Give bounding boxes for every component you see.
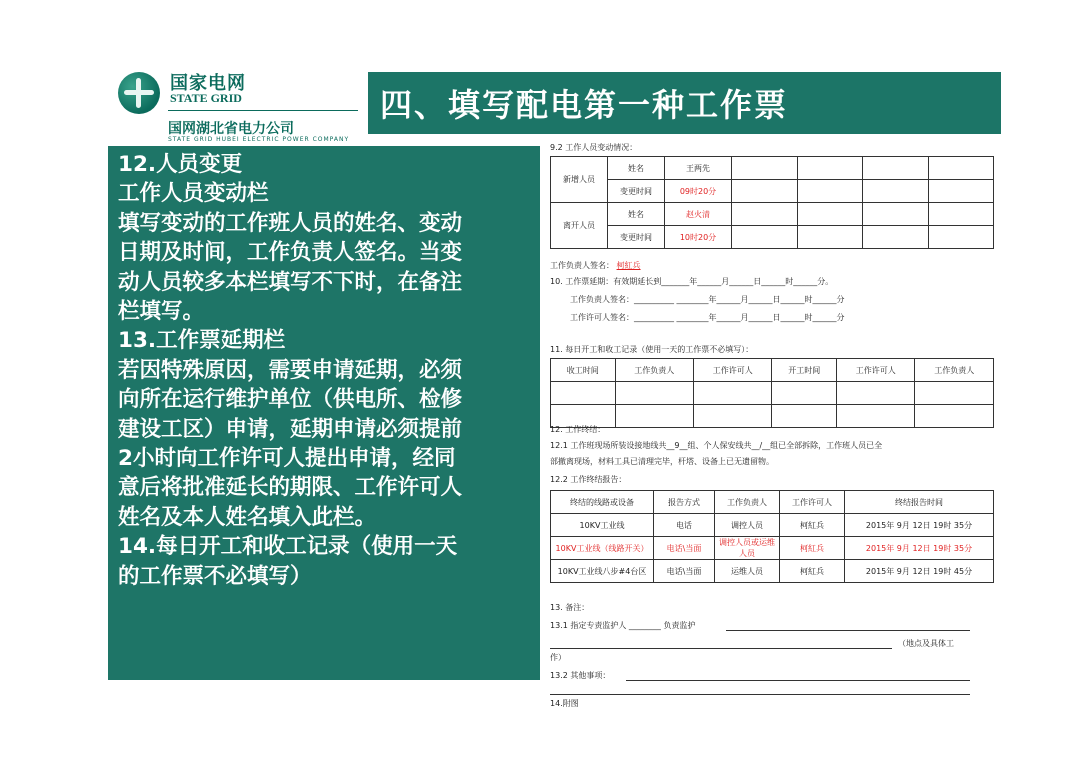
daily-header: 工作许可人: [694, 359, 772, 382]
leader-sign: 工作负责人签名： 柯紅兵: [550, 261, 641, 270]
left-time: 10时20分: [665, 226, 732, 249]
section-13-2: 13.2 其他事项：: [550, 671, 611, 680]
logo-company-en: STATE GRID HUBEI ELECTRIC POWER COMPANY: [168, 136, 350, 143]
end-time: 2015年 9月 12日 19时 45分: [845, 560, 994, 583]
end-leader: 运维人员: [715, 560, 780, 583]
explanation-line: 13.工作票延期栏: [118, 328, 286, 354]
section-13-1-b: （地点及具体工: [898, 639, 954, 648]
logo-name-en: STATE GRID: [170, 91, 242, 105]
end-row: [551, 537, 994, 560]
slide-title: 四、填写配电第一种工作票: [380, 86, 789, 124]
end-permit: 柯紅兵: [780, 514, 845, 537]
explanation-line: 填写变动的工作班人员的姓名、变动 日期及时间，工作负责人签名。当变 动人员较多本栏填写不下时，在备注 栏填写。: [118, 210, 463, 325]
section-12-2: 12.2 工作终结报告：: [550, 475, 627, 484]
logo-company-cn: 国网湖北省电力公司: [168, 121, 294, 137]
section-13: 13. 备注：: [550, 603, 590, 612]
fill-line: [626, 680, 970, 681]
end-leader: 调控人员或运维人员: [715, 537, 780, 560]
end-header: 终结报告时间: [845, 491, 994, 514]
explanation-line: 12.人员变更: [118, 152, 243, 177]
end-row: [551, 560, 994, 583]
slide-title-bar: [368, 72, 1001, 134]
state-grid-emblem-icon: [118, 72, 160, 114]
staff-change-table: [550, 156, 994, 249]
fill-line: [726, 630, 970, 631]
end-row: [551, 514, 994, 537]
end-leader: 调控人员: [715, 514, 780, 537]
section-12: 12. 工作终结：: [550, 425, 606, 434]
end-header: 报告方式: [654, 491, 715, 514]
end-permit: 柯紅兵: [780, 537, 845, 560]
leader-sign-label: 工作负责人签名: [550, 261, 606, 270]
section-10-leader: 工作负责人签名：__________ ________年______月______日______时______分: [570, 295, 845, 304]
end-device: 10KV工业线（线路开关）: [551, 537, 654, 560]
section-9-2: 9.2 工作人员变动情况：: [550, 143, 638, 152]
daily-header: 工作负责人: [615, 359, 693, 382]
end-report-table: [550, 490, 994, 583]
end-time: 2015年 9月 12日 19时 35分: [845, 537, 994, 560]
end-header: 工作许可人: [780, 491, 845, 514]
daily-header: 开工时间: [772, 359, 837, 382]
time-label: 变更时间: [608, 226, 665, 249]
explanation-line: 14.每日开工和收工记录（使用一天 的工作票不必填写）: [118, 534, 458, 589]
section-10: 10. 工作票延期：有效期延长到_______年______月______日______时______分。: [550, 277, 834, 286]
state-grid-logo: [112, 66, 362, 146]
end-method: 电话: [654, 514, 715, 537]
logo-divider: [168, 110, 358, 111]
section-10-permit: 工作许可人签名：__________ ________年______月______日______时______分: [570, 313, 845, 322]
logo-name-cn: 国家电网: [170, 73, 246, 94]
daily-header: 收工时间: [551, 359, 616, 382]
left-staff-label: 离开人员: [551, 203, 608, 249]
explanation-panel: [108, 146, 540, 680]
end-time: 2015年 9月 12日 19时 35分: [845, 514, 994, 537]
explanation-line: 若因特殊原因，需要申请延期，必须 向所在运行维护单位（供电所、检修 建设工区）申请，延期申请必须提前 2小时向工作许可人提出申请，经同 意后将批准延长的期限、工作许可人 姓名及本人姓名填入此栏。: [118, 357, 463, 530]
time-label: 变更时间: [608, 180, 665, 203]
section-13-1-a: 13.1 指定专责监护人 ________ 负责监护: [550, 621, 696, 630]
section-13-1-c: 作）: [550, 653, 566, 662]
work-ticket-form: [548, 140, 1000, 710]
section-14: 14.附图: [550, 699, 579, 708]
added-time: 09时20分: [665, 180, 732, 203]
fill-line: [550, 648, 892, 649]
name-label: 姓名: [608, 157, 665, 180]
daily-record-table: [550, 358, 994, 428]
end-device: 10KV工业线: [551, 514, 654, 537]
added-staff-label: 新增人员: [551, 157, 608, 203]
left-name: 赵火清: [665, 203, 732, 226]
section-11: 11. 每日开工和收工记录（使用一天的工作票不必填写）：: [550, 345, 754, 354]
daily-header: 工作许可人: [837, 359, 915, 382]
end-header: 终结的线路或设备: [551, 491, 654, 514]
end-device: 10KV工业线八步#4台区: [551, 560, 654, 583]
section-12-1-a: 12.1 工作班现场所装设接地线共__9__组、个人保安线共__/__组已全部拆除，工作班人员已全: [550, 441, 883, 450]
explanation-line: 工作人员变动栏: [118, 181, 269, 207]
end-method: 电话\当面: [654, 537, 715, 560]
name-label: 姓名: [608, 203, 665, 226]
added-name: 王两先: [665, 157, 732, 180]
end-header: 工作负责人: [715, 491, 780, 514]
end-method: 电话\当面: [654, 560, 715, 583]
section-12-1-b: 部撤离现场，材料工具已清理完毕，杆塔、设备上已无遗留物。: [550, 457, 774, 466]
leader-sign-value: 柯紅兵: [616, 261, 641, 270]
fill-line: [550, 694, 970, 695]
end-permit: 柯紅兵: [780, 560, 845, 583]
daily-header: 工作负责人: [915, 359, 994, 382]
